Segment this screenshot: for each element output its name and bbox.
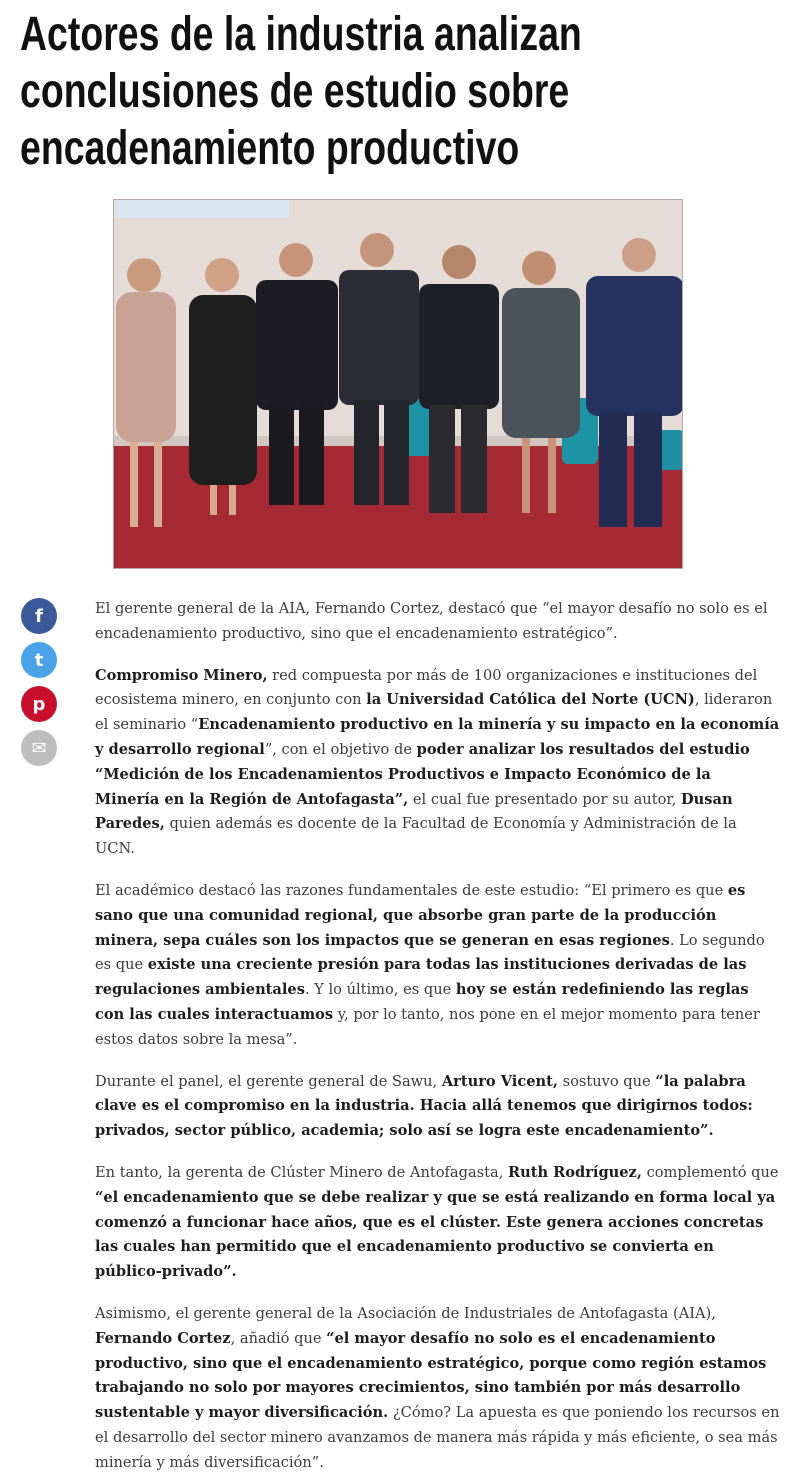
body-text: red compuesta por más de 100 organizaciones e instituciones del ecosistema minero, en conjunto con xyxy=(95,666,758,709)
twitter-share-button[interactable] xyxy=(21,642,57,678)
body-text: , añadió que xyxy=(230,1329,327,1347)
article-photo xyxy=(113,199,683,569)
article-paragraph xyxy=(95,879,780,1053)
bold-text: Ruth Rodríguez, xyxy=(507,1163,642,1181)
bold-text: Compromiso Minero, xyxy=(95,666,268,684)
bold-text: Fernando Cortez xyxy=(95,1329,231,1347)
article-paragraph xyxy=(95,597,780,647)
article-paragraph xyxy=(95,1302,780,1473)
bold-text: poder analizar los resultados del estudio “Medición de los Encadenamientos Productivos e Impacto Económico de la Minería en la Región de Antofagasta”, xyxy=(95,740,750,808)
article-headline xyxy=(20,6,621,177)
bold-text: la Universidad Católica del Norte (UCN) xyxy=(366,691,695,709)
email-icon: ✉ xyxy=(31,737,47,759)
body-text: ¿Cómo? La apuesta es que poniendo los recursos en el desarrollo del sector minero avanzamos de manera más rápida y más eficiente, o sea más minería y más diversificación”. xyxy=(95,1404,780,1471)
body-text: sostuvo que xyxy=(557,1072,656,1090)
body-text: . Lo segundo es que xyxy=(95,931,765,974)
email-share-button[interactable] xyxy=(21,730,57,766)
facebook-share-button[interactable] xyxy=(21,598,57,634)
article-paragraph xyxy=(95,664,780,862)
body-text: el cual fue presentado por su autor, xyxy=(408,790,682,808)
bold-text: es sano que una comunidad regional, que absorbe gran parte de la producción minera, sepa cuáles son los impactos que se generan en esas regiones xyxy=(95,881,746,949)
facebook-icon: f xyxy=(35,605,43,627)
bold-text: “el encadenamiento que se debe realizar y que se está realizando en forma local ya comenzó a funcionar hace años, que es el clúster. Este genera acciones concretas las cuales han permitido que el encadenamiento productivo se convierta en público-privado”. xyxy=(95,1188,776,1281)
pinterest-icon: p xyxy=(32,693,46,715)
body-text: Asimismo, el gerente general de la Asociación de Industriales de Antofagasta (AIA), xyxy=(95,1304,716,1322)
headline-line: Actores de la industria analizan xyxy=(20,8,582,61)
bold-text: Dusan Paredes, xyxy=(95,790,733,833)
bold-text: Encadenamiento productivo en la minería y su impacto en la economía y desarrollo regional xyxy=(95,716,780,758)
article-body xyxy=(95,597,780,1473)
body-text: quien además es docente de la Facultad de Economía y Administración de la UCN. xyxy=(95,815,737,858)
article-paragraph xyxy=(95,1161,780,1285)
article-paragraph xyxy=(95,1070,780,1144)
twitter-icon: t xyxy=(34,649,44,671)
group-photo-illustration xyxy=(114,200,683,569)
body-text: ”, con el objetivo de xyxy=(264,740,417,758)
bold-text: hoy se están redefiniendo las reglas con las cuales interactuamos xyxy=(95,981,749,1023)
body-text: El gerente general de la AIA, Fernando Cortez, destacó que “el mayor desafío no solo es el encadenamiento productivo, sino que el encadenamiento estratégico”. xyxy=(95,600,768,642)
body-text: El académico destacó las razones fundamentales de este estudio: “El primero es que xyxy=(95,881,728,899)
bold-text: “la palabra clave es el compromiso en la industria. Hacia allá tenemos que dirigirnos todos: privados, sector público, academia; solo así se logra este encadenamiento”. xyxy=(95,1072,753,1140)
headline-line: encadenamiento productivo xyxy=(20,122,520,175)
body-text: Durante el panel, el gerente general de Sawu, xyxy=(95,1072,442,1090)
body-text: En tanto, la gerenta de Clúster Minero de Antofagasta, xyxy=(95,1163,508,1181)
headline-line: conclusiones de estudio sobre xyxy=(20,65,570,118)
bold-text: Arturo Vicent, xyxy=(441,1072,558,1090)
body-text: y, por lo tanto, nos pone en el mejor momento para tener estos datos sobre la mesa”. xyxy=(95,1005,760,1048)
body-text: , lideraron el seminario “ xyxy=(95,691,773,734)
pinterest-share-button[interactable] xyxy=(21,686,57,722)
bold-text: “el mayor desafío no solo es el encadenamiento productivo, sino que el encadenamiento estratégico, porque como región estamos trabajando no solo por mayores crecimientos, sino también por más desarrollo sustentable y mayor diversificación. xyxy=(95,1329,767,1422)
body-text: . Y lo último, es que xyxy=(304,981,456,999)
bold-text: existe una creciente presión para todas las instituciones derivadas de las regulaciones ambientales xyxy=(95,956,747,999)
body-text: complementó que xyxy=(641,1163,779,1181)
